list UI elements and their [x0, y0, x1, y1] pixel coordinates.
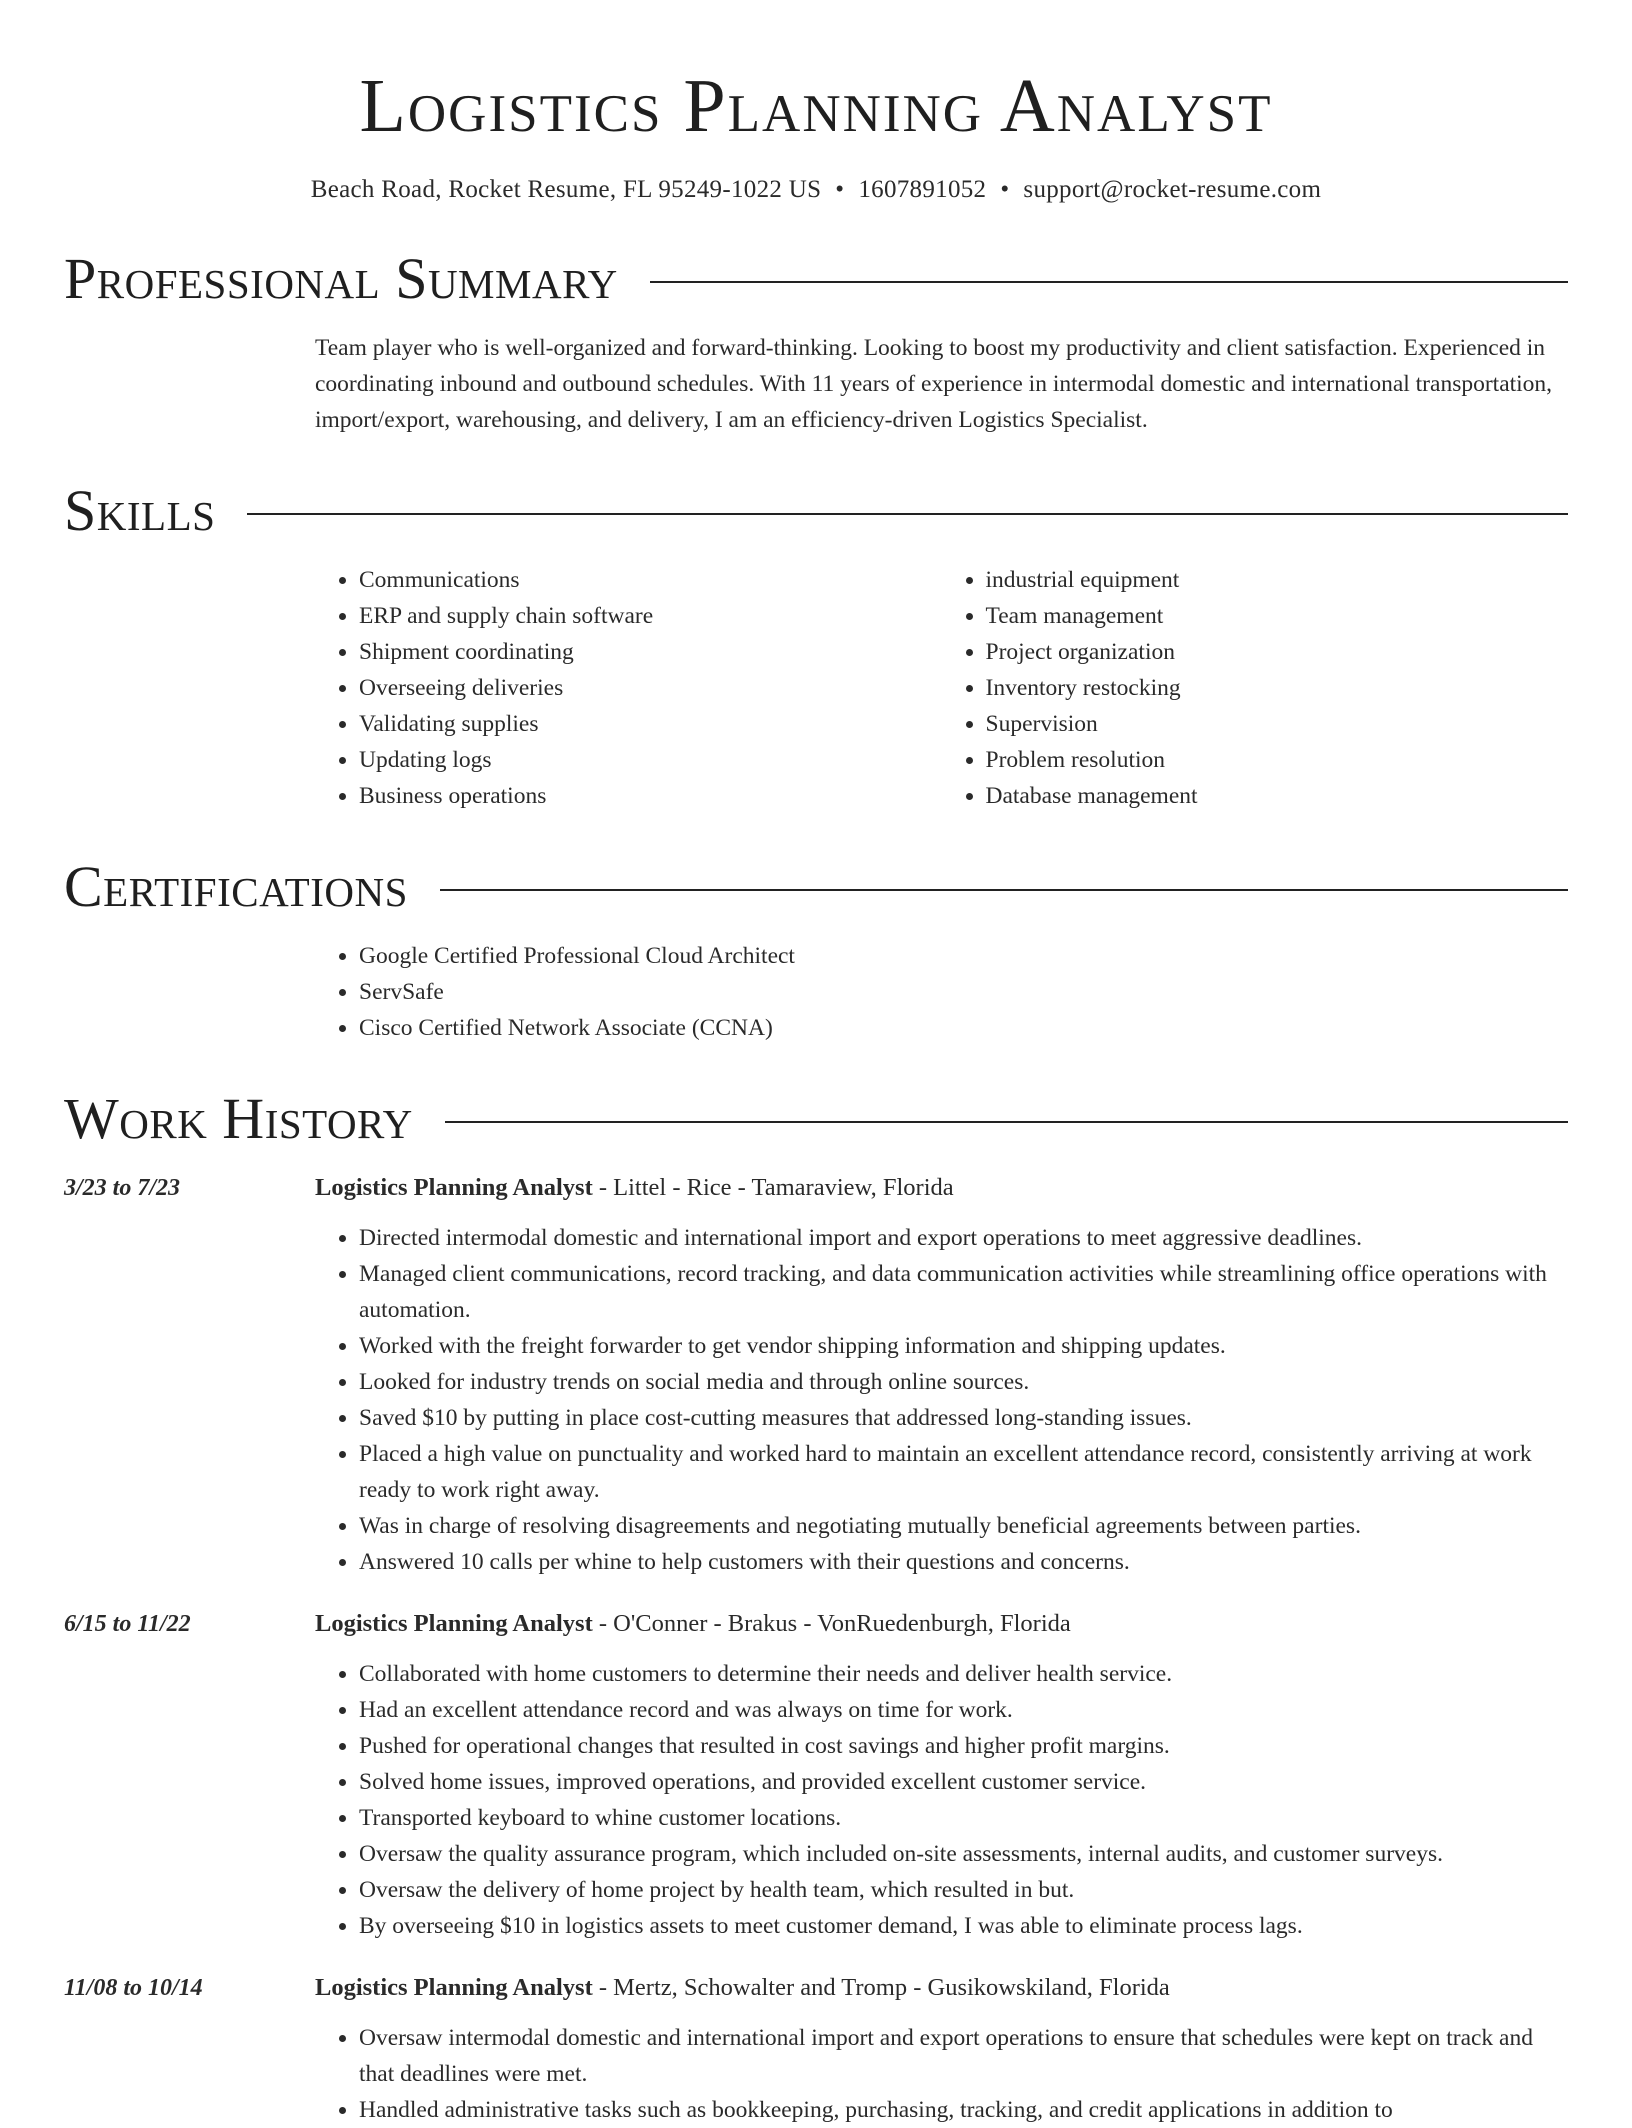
skill-item: • Database management	[986, 778, 1569, 814]
section-divider	[445, 1121, 1568, 1123]
skill-item: • Business operations	[359, 778, 942, 814]
job-bullet: • Oversaw intermodal domestic and international import and export operations to ensure that schedules were kept on track and that deadlines were met.	[359, 2020, 1568, 2092]
job-bullet: • Oversaw the delivery of home project by health team, which resulted in but.	[359, 1872, 1568, 1908]
job-bullet: • Placed a high value on punctuality and worked hard to maintain an excellent attendance record, consistently arriving at work ready to work right away.	[359, 1436, 1568, 1508]
skills-list	[315, 562, 1568, 814]
summary-heading: Professional Summary	[64, 246, 618, 311]
skills-heading: Skills	[64, 478, 216, 543]
job-bullet: • Saved $10 by putting in place cost-cutting measures that addressed long-standing issues.	[359, 1400, 1568, 1436]
skills-section-header	[64, 478, 1568, 544]
address: Beach Road, Rocket Resume, FL 95249-1022 US	[310, 176, 822, 203]
skill-item: • Team management	[986, 598, 1569, 634]
certifications-list	[315, 938, 1568, 1046]
certification-item: • Cisco Certified Network Associate (CCNA)	[359, 1010, 1568, 1046]
certifications-section-header	[64, 854, 1568, 920]
skill-item: • Supervision	[986, 706, 1569, 742]
skill-item: • Project organization	[986, 634, 1569, 670]
job-title: Logistics Planning Analyst	[315, 1174, 593, 1201]
job-bullets	[315, 1656, 1568, 1944]
job-heading	[315, 1606, 1568, 1642]
job-entry	[64, 1970, 1568, 2128]
work-history-section-header	[64, 1086, 1568, 1152]
skill-item: • Shipment coordinating	[359, 634, 942, 670]
job-bullet: • Looked for industry trends on social media and through online sources.	[359, 1364, 1568, 1400]
work-history-heading: Work History	[64, 1086, 413, 1151]
job-bullet: • Oversaw the quality assurance program, which included on-site assessments, internal audits, and customer surveys.	[359, 1836, 1568, 1872]
summary-section-header	[64, 246, 1568, 312]
job-dates: 6/15 to 11/22	[64, 1611, 191, 1637]
job-dates: 11/08 to 10/14	[64, 1975, 203, 2001]
skill-item: • Updating logs	[359, 742, 942, 778]
section-divider	[247, 513, 1568, 515]
job-bullet: • Solved home issues, improved operations, and provided excellent customer service.	[359, 1764, 1568, 1800]
job-employer: - O'Conner - Brakus - VonRuedenburgh, Florida	[592, 1610, 1071, 1637]
job-employer: - Littel - Rice - Tamaraview, Florida	[592, 1174, 954, 1201]
skill-item: • Validating supplies	[359, 706, 942, 742]
job-bullet: • Pushed for operational changes that resulted in cost savings and higher profit margins.	[359, 1728, 1568, 1764]
job-entry	[64, 1170, 1568, 1580]
skill-item: • ERP and supply chain software	[359, 598, 942, 634]
job-entry	[64, 1606, 1568, 1944]
skills-column-right	[942, 562, 1569, 814]
job-bullet: • Handled administrative tasks such as bookkeeping, purchasing, tracking, and credit applications in addition to	[359, 2092, 1568, 2128]
job-bullet: • Managed client communications, record tracking, and data communication activities while streamlining office operations with automation.	[359, 1256, 1568, 1328]
job-bullets	[315, 1220, 1568, 1580]
skills-column-left	[315, 562, 942, 814]
section-divider	[440, 889, 1568, 891]
skill-item: • Problem resolution	[986, 742, 1569, 778]
certification-item: • Google Certified Professional Cloud Architect	[359, 938, 1568, 974]
job-bullet: • Directed intermodal domestic and international import and export operations to meet aggressive deadlines.	[359, 1220, 1568, 1256]
phone-number: 1607891052	[858, 176, 987, 203]
job-dates: 3/23 to 7/23	[64, 1175, 181, 1201]
job-heading	[315, 1170, 1568, 1206]
candidate-name: Logistics Planning Analyst	[359, 64, 1273, 148]
job-title: Logistics Planning Analyst	[315, 1974, 593, 2001]
contact-line	[64, 174, 1568, 206]
job-bullet: • Worked with the freight forwarder to get vendor shipping information and shipping updates.	[359, 1328, 1568, 1364]
job-bullet: • By overseeing $10 in logistics assets to meet customer demand, I was able to eliminate process lags.	[359, 1908, 1568, 1944]
email-address: support@rocket-resume.com	[1023, 176, 1322, 203]
separator-dot: •	[835, 176, 845, 203]
job-bullet: • Collaborated with home customers to determine their needs and deliver health service.	[359, 1656, 1568, 1692]
job-bullet: • Had an excellent attendance record and was always on time for work.	[359, 1692, 1568, 1728]
job-heading	[315, 1970, 1568, 2006]
section-divider	[650, 281, 1568, 283]
skill-item: • Communications	[359, 562, 942, 598]
skill-item: • Inventory restocking	[986, 670, 1569, 706]
resume-page	[64, 0, 1568, 2128]
skill-item: • industrial equipment	[986, 562, 1569, 598]
job-bullet: • Answered 10 calls per whine to help customers with their questions and concerns.	[359, 1544, 1568, 1580]
certifications-heading: Certifications	[64, 854, 408, 919]
separator-dot: •	[1000, 176, 1010, 203]
skill-item: • Overseeing deliveries	[359, 670, 942, 706]
summary-text: Team player who is well-organized and forward-thinking. Looking to boost my productivity and client satisfaction. Experienced in coordinating inbound and outbound schedules. With 11 years of experience in intermodal domestic and international transportation, import/export, warehousing, and delivery, I am an efficiency-driven Logistics Specialist.	[315, 335, 1553, 433]
job-title: Logistics Planning Analyst	[315, 1610, 593, 1637]
certification-item: • ServSafe	[359, 974, 1568, 1010]
job-employer: - Mertz, Schowalter and Tromp - Gusikowskiland, Florida	[592, 1974, 1170, 2001]
job-bullet: • Was in charge of resolving disagreements and negotiating mutually beneficial agreements between parties.	[359, 1508, 1568, 1544]
job-bullet: • Transported keyboard to whine customer locations.	[359, 1800, 1568, 1836]
